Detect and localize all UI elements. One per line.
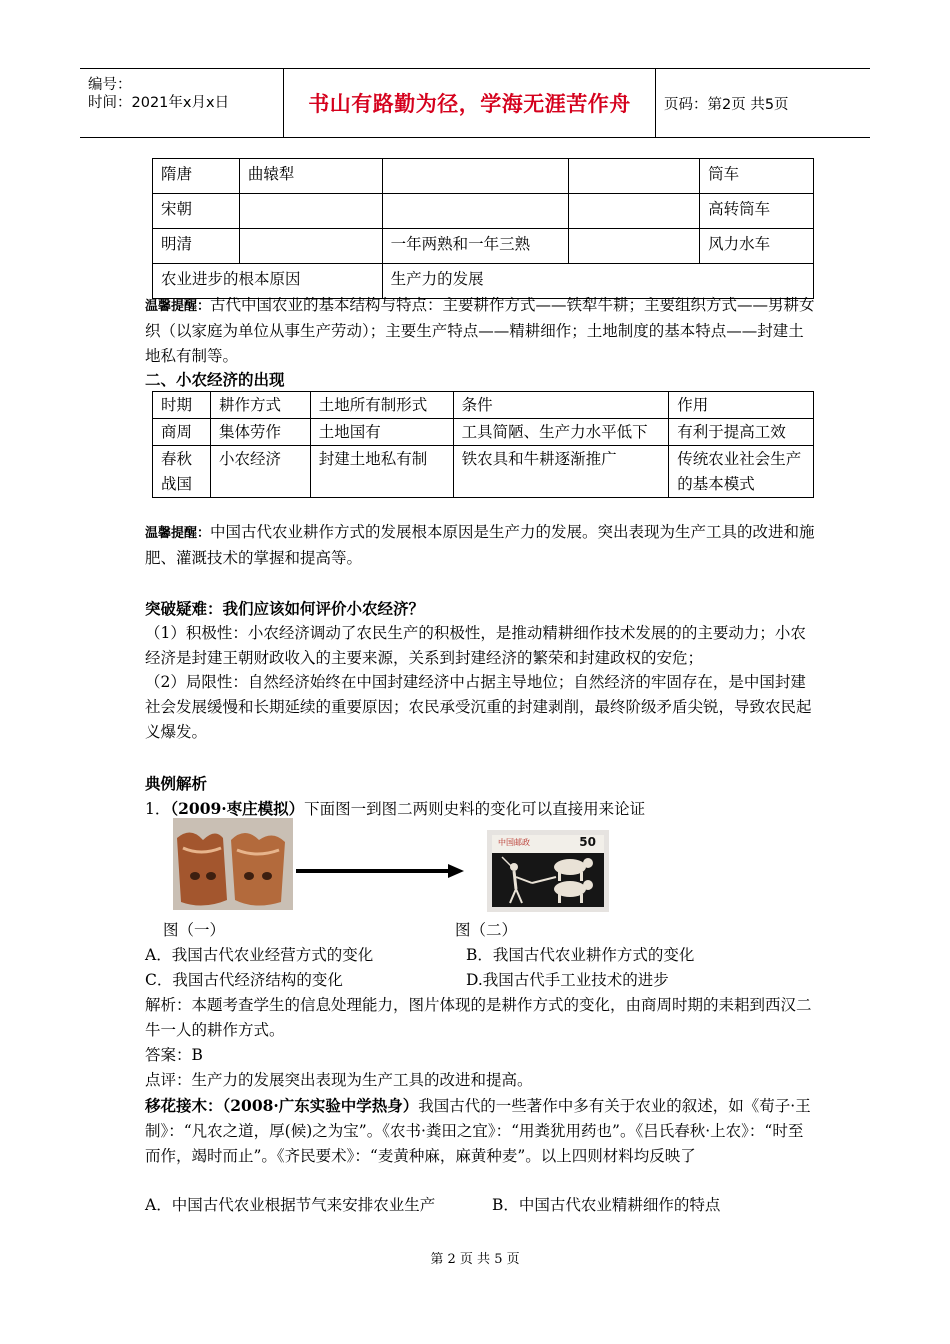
option-d: D.我国古代手工业技术的进步 (466, 971, 669, 989)
table-header-cell: 耕作方式 (210, 392, 310, 419)
table-row (153, 159, 814, 194)
figure-1-caption: 图（一） (163, 921, 226, 939)
table-header-cell: 作用 (669, 392, 814, 419)
table-cell (382, 159, 569, 194)
table-cell: 曲辕犁 (239, 159, 382, 194)
tip-text: 古代中国农业的基本结构与特点：主要耕作方式——铁犁牛耕；主要组织方式——男耕女织（以家庭为单位从事生产劳动）；主要生产特点——精耕细作；土地制度的基本特点——封建土地私有制等。 (145, 296, 815, 365)
option-b: B．我国古代农业耕作方式的变化 (466, 946, 695, 964)
table-row (153, 229, 814, 264)
option-a: A．我国古代农业经营方式的变化 (145, 946, 374, 964)
table-cell: 春秋战国 (153, 446, 211, 498)
table-row (153, 194, 814, 229)
bone-tools-photo (173, 818, 293, 910)
table-cell: 风力水车 (700, 229, 814, 264)
answer-text: 答案：B (145, 1046, 203, 1064)
table-cell: 高转筒车 (700, 194, 814, 229)
question-number: 1． (145, 800, 171, 818)
table-cell: 小农经济 (210, 446, 310, 498)
table-cell: 生产力的发展 (382, 264, 813, 299)
table-cell: 传统农业社会生产的基本模式 (669, 446, 814, 498)
tip-paragraph-2 (145, 520, 815, 571)
code-label: 编号： (88, 77, 132, 93)
page-header (80, 68, 870, 138)
table-header-cell: 时期 (153, 392, 211, 419)
table-cell (569, 159, 700, 194)
agriculture-tools-table (152, 158, 814, 299)
figure-2-caption: 图（二） (455, 921, 518, 939)
transfer-option-a: A．中国古代农业根据节气来安排农业生产 (145, 1196, 436, 1214)
table-cell: 土地国有 (310, 419, 453, 446)
question-text: 下面图一到图二两则史料的变化可以直接用来论证 (304, 800, 646, 818)
table-row (153, 446, 814, 498)
breakthrough-point-2: （2）局限性：自然经济始终在中国封建经济中占据主导地位；自然经济的牢固存在，是中国封建社会发展缓慢和长期延续的重要原因；农民承受沉重的封建剥削，最终阶级矛盾尖锐，导致农民起义爆发。 (145, 673, 812, 741)
motto-text: 书山有路勤为径，学海无涯苦作舟 (308, 92, 631, 116)
stamp-image (492, 835, 604, 907)
table-header-cell: 条件 (453, 392, 669, 419)
example-title: 典例解析 (145, 774, 208, 793)
stamp-header-text: 中国邮政 (498, 838, 530, 847)
table-cell: 商周 (153, 419, 211, 446)
table-cell (239, 194, 382, 229)
table-header-row (153, 392, 814, 419)
table-cell: 筒车 (700, 159, 814, 194)
table-cell: 铁农具和牛耕逐渐推广 (453, 446, 669, 498)
figure-1-image (173, 818, 293, 910)
table-header-cell: 土地所有制形式 (310, 392, 453, 419)
option-c: C．我国古代经济结构的变化 (145, 971, 343, 989)
table-cell: 隋唐 (153, 159, 240, 194)
comment-text: 点评：生产力的发展突出表现为生产工具的改进和提高。 (145, 1071, 533, 1089)
tip-label: 温馨提醒： (145, 526, 211, 541)
table-cell: 封建土地私有制 (310, 446, 453, 498)
table-cell: 集体劳作 (210, 419, 310, 446)
transfer-option-b: B．中国古代农业精耕细作的特点 (492, 1196, 721, 1214)
breakthrough-point-1: （1）积极性：小农经济调动了农民生产的积极性，是推动精耕细作技术发展的的主要动力；小农经济是封建王朝财政收入的主要来源，关系到封建经济的繁荣和封建政权的安危； (145, 624, 806, 667)
tip-paragraph-1 (145, 293, 815, 369)
table-cell (382, 194, 569, 229)
table-cell (569, 229, 700, 264)
breakthrough-title: 突破疑难：我们应该如何评价小农经济？ (145, 599, 425, 618)
figure-2-stamp (487, 830, 609, 912)
analysis-text: 解析：本题考查学生的信息处理能力，图片体现的是耕作方式的变化，由商周时期的耒耜到西汉二牛一人的耕作方式。 (145, 996, 812, 1039)
table-cell: 农业进步的根本原因 (153, 264, 383, 299)
section-title: 二、小农经济的出现 (145, 370, 285, 389)
tip-label: 温馨提醒： (145, 299, 211, 314)
date-label: 时间：2021年x月x日 (88, 95, 230, 111)
table-cell (569, 194, 700, 229)
stamp-value: 50 (579, 835, 596, 849)
small-peasant-economy-table (152, 391, 814, 498)
table-row (153, 419, 814, 446)
question-source: （2009·枣庄模拟） (170, 799, 305, 818)
header-info-cell (80, 69, 284, 137)
header-page-cell (656, 69, 870, 137)
transfer-question (145, 1093, 815, 1169)
table-cell (239, 229, 382, 264)
table-cell: 工具简陋、生产力水平低下 (453, 419, 669, 446)
ploughing-oxen-icon (492, 853, 604, 907)
header-motto-cell (284, 69, 656, 137)
page-footer: 第 2 页 共 5 页 (430, 1252, 520, 1267)
arrow-icon (296, 862, 466, 880)
page-info: 页码：第2页 共5页 (664, 96, 789, 113)
transfer-text: 我国古代的一些著作中多有关于农业的叙述，如《荀子·王制》：“凡农之道，厚(候)之为宝”。《农书·粪田之宜》：“用粪犹用药也”。《吕氏春秋·上农》：“时至而作，竭时而止”。《齐民要术》：“麦黄种麻，麻黄种麦”。以上四则材料均反映了 (145, 1097, 811, 1165)
table-cell: 宋朝 (153, 194, 240, 229)
table-cell: 一年两熟和一年三熟 (382, 229, 569, 264)
table-cell: 明清 (153, 229, 240, 264)
tip-text: 中国古代农业耕作方式的发展根本原因是生产力的发展。突出表现为生产工具的改进和施肥、灌溉技术的掌握和提高等。 (145, 523, 815, 567)
transfer-label: 移花接木：（2008·广东实验中学热身） (145, 1096, 419, 1115)
table-cell: 有利于提高工效 (669, 419, 814, 446)
